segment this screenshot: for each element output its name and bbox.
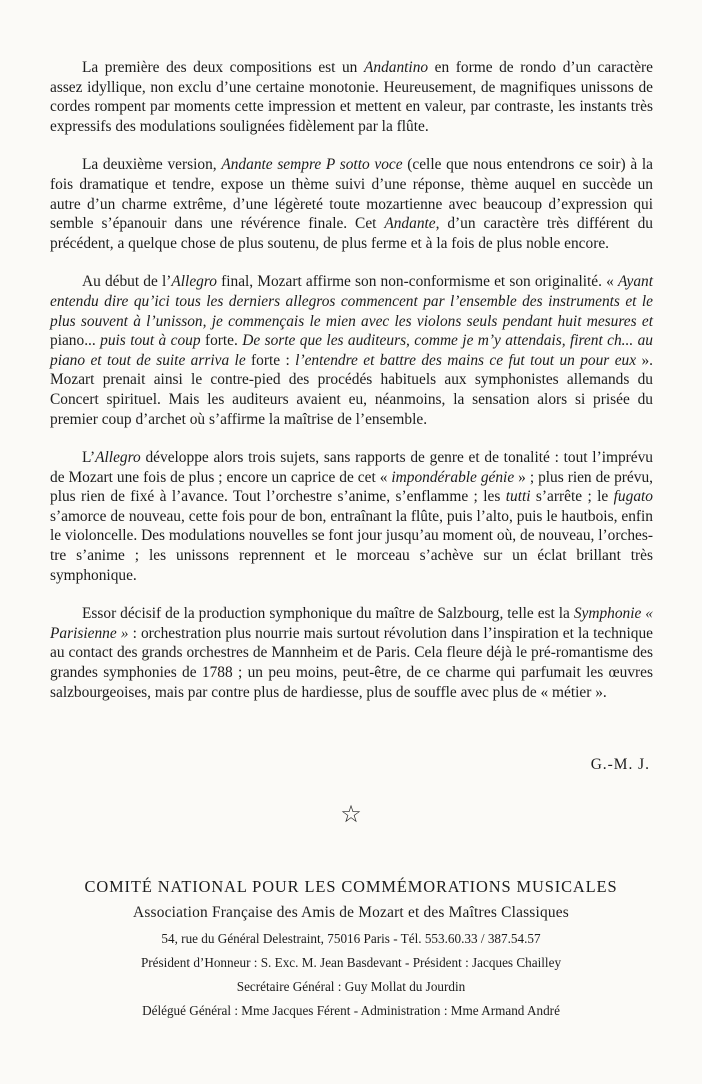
italic-text: Ayant entendu dire qu’ici tous les derniers allegros commencent par l’ensemble des instruments et le plus souvent à l’unisson, je commençais le mien avec les violons seuls pendant huit mesures et: [50, 273, 653, 330]
text-run: forte :: [245, 351, 296, 369]
text-run: La deuxième version,: [82, 156, 222, 174]
star-outline-icon: ☆: [340, 800, 362, 828]
text-run: Essor décisif de la production symphonique du maître de Salzbourg, telle est la: [82, 605, 574, 623]
text-run: final, Mozart affirme son non-conformisme et son originalité. «: [216, 273, 618, 291]
paragraph-allegro-final: [50, 272, 653, 429]
paragraph-andante: [50, 155, 653, 253]
text-run: s’arrête ; le: [530, 488, 614, 506]
italic-text: l’entendre et battre des mains ce fut tout un pour eux: [295, 351, 637, 369]
italic-text: Allegro: [171, 273, 217, 291]
organization-name: COMITÉ NATIONAL POUR LES COMMÉMORATIONS MUSICALES: [84, 877, 618, 896]
italic-text: tutti: [505, 488, 531, 506]
delegate-line: Délégué Général : Mme Jacques Férent - Administration : Mme Armand André: [142, 1003, 560, 1018]
text-run: d’un caractère très différent du précédent, a quelque chose de plus soutenu, de plus ferme et à la fois de plus noble encore.: [50, 215, 653, 252]
author-signature: G.-M. J.: [590, 756, 650, 773]
text-run: développe alors trois sujets, sans rapports de genre et de tonalité : tout l’imprévu de Mozart une fois de plus ; encore un caprice de cet «: [50, 449, 653, 486]
text-run: » ; plus rien de prévu, plus rien de fixé à l’avance. Tout l’orchestre s’anime, s’enflamme ; les: [50, 468, 653, 506]
italic-text: Andante,: [384, 215, 440, 233]
italic-text: Allegro: [95, 449, 141, 467]
italic-text: De sorte que les auditeurs, comme je m’y attendais, firent ch... au piano et tout de suite arriva le: [50, 332, 653, 369]
association-name: Association Française des Amis de Mozart et des Maîtres Classiques: [133, 904, 569, 921]
body-text: [50, 58, 653, 721]
paragraph-allegro-subjects: [50, 448, 653, 585]
footer: [0, 876, 702, 1026]
text-run: piano...: [50, 332, 101, 350]
italic-text: Symphonie « Parisienne »: [50, 605, 653, 642]
text-run: (celle que nous entendrons ce soir) à la fois dramatique et tendre, expose un thème suivi d’une réponse, thème auquel en succède un autre d’un charme extrême, d’une légèreté toute mozartienne avec beaucoup d’expression qui semble s’épanouir dans une révérence finale. Cet: [50, 156, 653, 233]
secretary-line: Secrétaire Général : Guy Mollat du Jourdin: [236, 979, 466, 994]
text-run: forte.: [200, 332, 243, 350]
text-run: L’: [82, 449, 96, 467]
address-line: 54, rue du Général Delestraint, 75016 Paris - Tél. 553.60.33 / 387.54.57: [161, 931, 541, 946]
italic-text: impondérable génie: [391, 468, 515, 486]
italic-text: puis tout à coup: [100, 332, 201, 350]
text-run: Au début de l’: [82, 273, 172, 291]
paragraph-symphonie-parisienne: [50, 604, 653, 702]
paragraph-andantino: [50, 58, 653, 136]
text-run: ». Mozart prenait ainsi le contre-pied des procédés habituels aux symphonistes allemands du Concert spirituel. Mais les auditeurs avaient eu, néanmoins, la sensation alors si prisée du premier coup d’archet où s’affirme la maîtrise de l’ensemble.: [50, 351, 653, 428]
text-run: La première des deux compositions est un: [82, 59, 364, 76]
text-run: : orchestration plus nourrie mais surtout révolution dans l’inspiration et la technique au contact des grands orchestres de Mannheim et de Paris. Cela fleure déjà le pré-romantisme des grandes symphonies de 1788 ; un peu moins, peut-être, de ce charme qui parfumait les œuvres salzbourgeoises, mais par contre plus de hardiesse, plus de souffle avec plus de « métier ».: [50, 624, 653, 701]
italic-text: Andante sempre P sotto voce: [221, 156, 403, 174]
text-run: en forme de rondo d’un caractère assez idyllique, non exclu d’une certaine monotonie. Heureusement, de magnifiques unissons de cordes rompent par moments cette impression et mettent en valeur, par contraste, les instants très expressifs des modulations soulignées fidèlement par la flûte.: [50, 59, 653, 135]
text-run: s’amorce de nouveau, cette fois pour de bon, entraînant la flûte, puis l’alto, puis le hautbois, enfin le violoncelle. Des modulations nouvelles se font jour jusqu’au moment où, de nouveau, l’orchestre s’anime ; les unissons reprennent et le morceau s’achève sur un éclat brillant très symphonique.: [50, 507, 653, 584]
presidents-line: Président d’Honneur : S. Exc. M. Jean Basdevant - Président : Jacques Chailley: [140, 955, 562, 970]
italic-text: Andantino: [363, 59, 429, 76]
italic-text: fugato: [613, 488, 653, 506]
